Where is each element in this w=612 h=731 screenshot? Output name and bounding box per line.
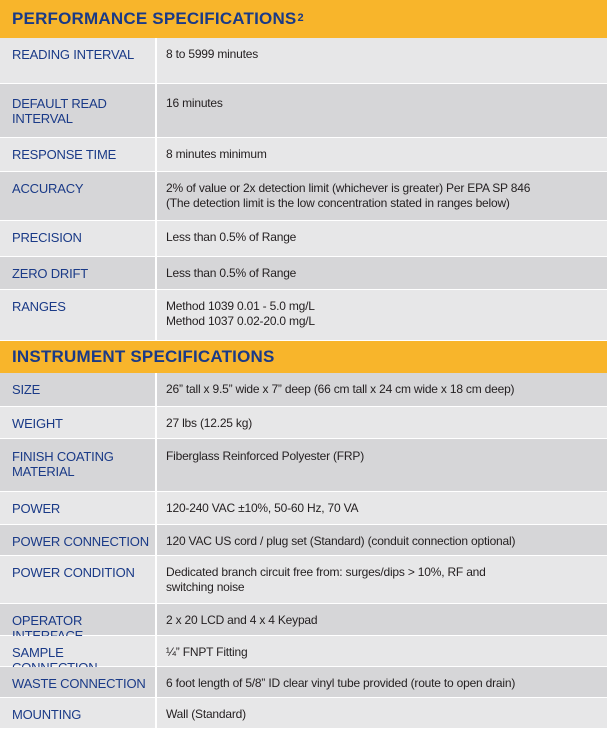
spec-row-ranges: [0, 290, 607, 341]
spec-label: POWER CONNECTION: [12, 534, 149, 549]
spec-label: READING INTERVAL: [12, 47, 135, 62]
spec-row-mounting: [0, 698, 607, 729]
spec-row-power-connection: [0, 525, 607, 556]
spec-label: POWER: [12, 501, 61, 516]
spec-value: 27 lbs (12.25 kg): [166, 416, 252, 430]
spec-label: RESPONSE TIME: [12, 147, 117, 162]
spec-row-weight: [0, 407, 607, 439]
spec-label: RANGES: [12, 299, 66, 314]
spec-value: Less than 0.5% of Range: [166, 230, 297, 244]
spec-row-default-read-interval: [0, 84, 607, 138]
spec-row-reading-interval: [0, 38, 607, 84]
spec-value: 8 to 5999 minutes: [166, 47, 258, 61]
spec-value: 26” tall x 9.5” wide x 7” deep (66 cm tall x 24 cm wide x 18 cm deep): [166, 382, 515, 396]
spec-label: WASTE CONNECTION: [12, 676, 146, 691]
spec-value: 2% of value or 2x detection limit (whichever is greater) Per EPA SP 846 (The detection limit is the low concentration stated in ranges below): [166, 181, 531, 210]
spec-value: 6 foot length of 5/8” ID clear vinyl tube provided (route to open drain): [166, 676, 516, 690]
spec-label: ZERO DRIFT: [12, 266, 88, 281]
spec-row-response-time: [0, 138, 607, 172]
spec-value: 8 minutes minimum: [166, 147, 267, 161]
spec-label: OPERATOR: [12, 613, 83, 628]
spec-row-sample-connection: [0, 636, 607, 667]
performance-title: PERFORMANCE SPECIFICATIONS: [12, 9, 297, 28]
spec-value: 2 x 20 LCD and 4 x 4 Keypad: [166, 613, 318, 627]
spec-row-waste-connection: [0, 667, 607, 698]
spec-row-power: [0, 492, 607, 525]
spec-value: Dedicated branch circuit free from: surges/dips > 10%, RF and switching noise: [166, 565, 486, 594]
spec-value: 120-240 VAC ±10%, 50-60 Hz, 70 VA: [166, 501, 359, 515]
footnote-marker: 2: [297, 12, 304, 24]
spec-value: ¼” FNPT Fitting: [166, 645, 248, 659]
spec-value: Fiberglass Reinforced Polyester (FRP): [166, 449, 365, 463]
spec-row-power-condition: [0, 556, 607, 604]
spec-row-precision: [0, 221, 607, 257]
spec-row-operator-interface: [0, 604, 607, 636]
spec-label: ACCURACY: [12, 181, 84, 196]
performance-header: [0, 0, 607, 38]
spec-label: FINISH COATING MATERIAL: [12, 449, 114, 479]
instrument-title: INSTRUMENT SPECIFICATIONS: [12, 347, 275, 366]
spec-label: MOUNTING: [12, 707, 82, 722]
spec-row-accuracy: [0, 172, 607, 221]
spec-label: WEIGHT: [12, 416, 63, 431]
spec-label: SAMPLE: [12, 645, 64, 660]
spec-value: Wall (Standard): [166, 707, 246, 721]
spec-value: 120 VAC US cord / plug set (Standard) (conduit connection optional): [166, 534, 516, 548]
instrument-header: [0, 341, 607, 373]
spec-label: POWER CONDITION: [12, 565, 135, 580]
spec-value: 16 minutes: [166, 96, 223, 110]
spec-value: Less than 0.5% of Range: [166, 266, 297, 280]
spec-label: SIZE: [12, 382, 41, 397]
spec-label: PRECISION: [12, 230, 82, 245]
spec-value: Method 1039 0.01 - 5.0 mg/L Method 1037 0.02-20.0 mg/L: [166, 299, 315, 328]
spec-row-size: [0, 373, 607, 407]
spec-row-zero-drift: [0, 257, 607, 290]
spec-row-finish-coating: [0, 439, 607, 492]
spec-label: DEFAULT READ INTERVAL: [12, 96, 107, 126]
